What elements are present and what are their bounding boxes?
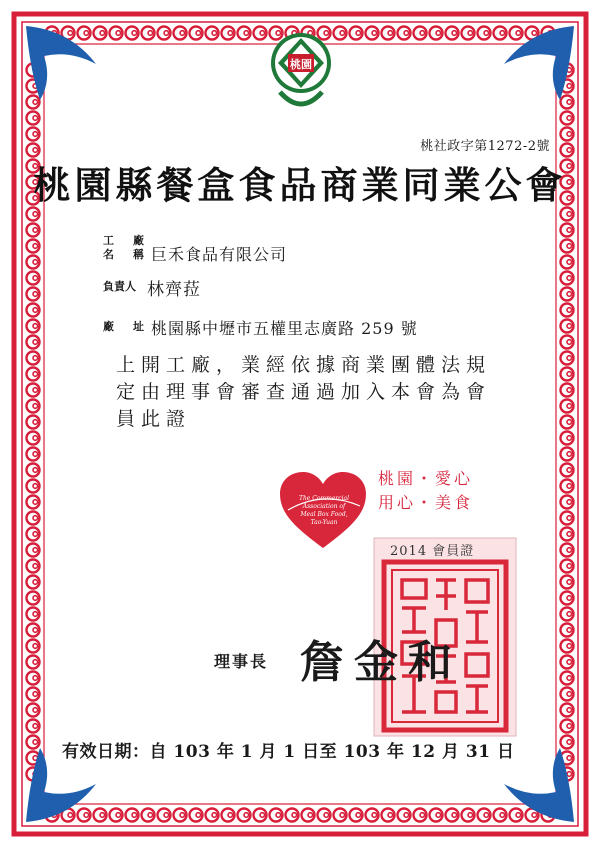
address-value: 桃園縣中壢市五權里志廣路 259 號 (151, 319, 418, 338)
factory-name: 巨禾食品有限公司 (151, 245, 288, 264)
emblem-icon (266, 28, 336, 118)
chairman-label: 理事長 (214, 652, 269, 671)
slogan-line-2: 用心・美食 (378, 493, 474, 512)
svg-text:桃園: 桃園 (290, 58, 312, 71)
document-number: 桃社政字第1272-2號 (420, 139, 550, 154)
organization-title: 桃園縣餐盒食品商業同業公會 (33, 163, 567, 207)
certification-text: 上開工廠，業經依據商業團體法規 定由理事會審查通過加入本會為會 員此證 (116, 354, 492, 430)
heart-logo-icon (278, 470, 368, 552)
responsible-person-name: 林齊菈 (147, 280, 201, 300)
factory-name-label: 工 廠 名 稱 (103, 234, 148, 261)
address-label: 廠 址 (103, 320, 148, 333)
svg-text:The Commercial: The Commercial (298, 495, 350, 502)
chairman-signature: 詹金和 (300, 637, 462, 688)
svg-text:Meal Box Food,: Meal Box Food, (300, 511, 348, 518)
slogan-line-1: 桃園・愛心 (378, 469, 474, 488)
stamp-caption: 2014 會員證 (390, 544, 475, 559)
svg-text:Association of: Association of (302, 503, 346, 510)
validity-period: 有效日期：自 103 年 1 月 1 日至 103 年 12 月 31 日 (62, 742, 515, 762)
svg-text:Tao-Yuan: Tao-Yuan (310, 519, 338, 526)
responsible-person-label: 負責人 (103, 280, 136, 293)
